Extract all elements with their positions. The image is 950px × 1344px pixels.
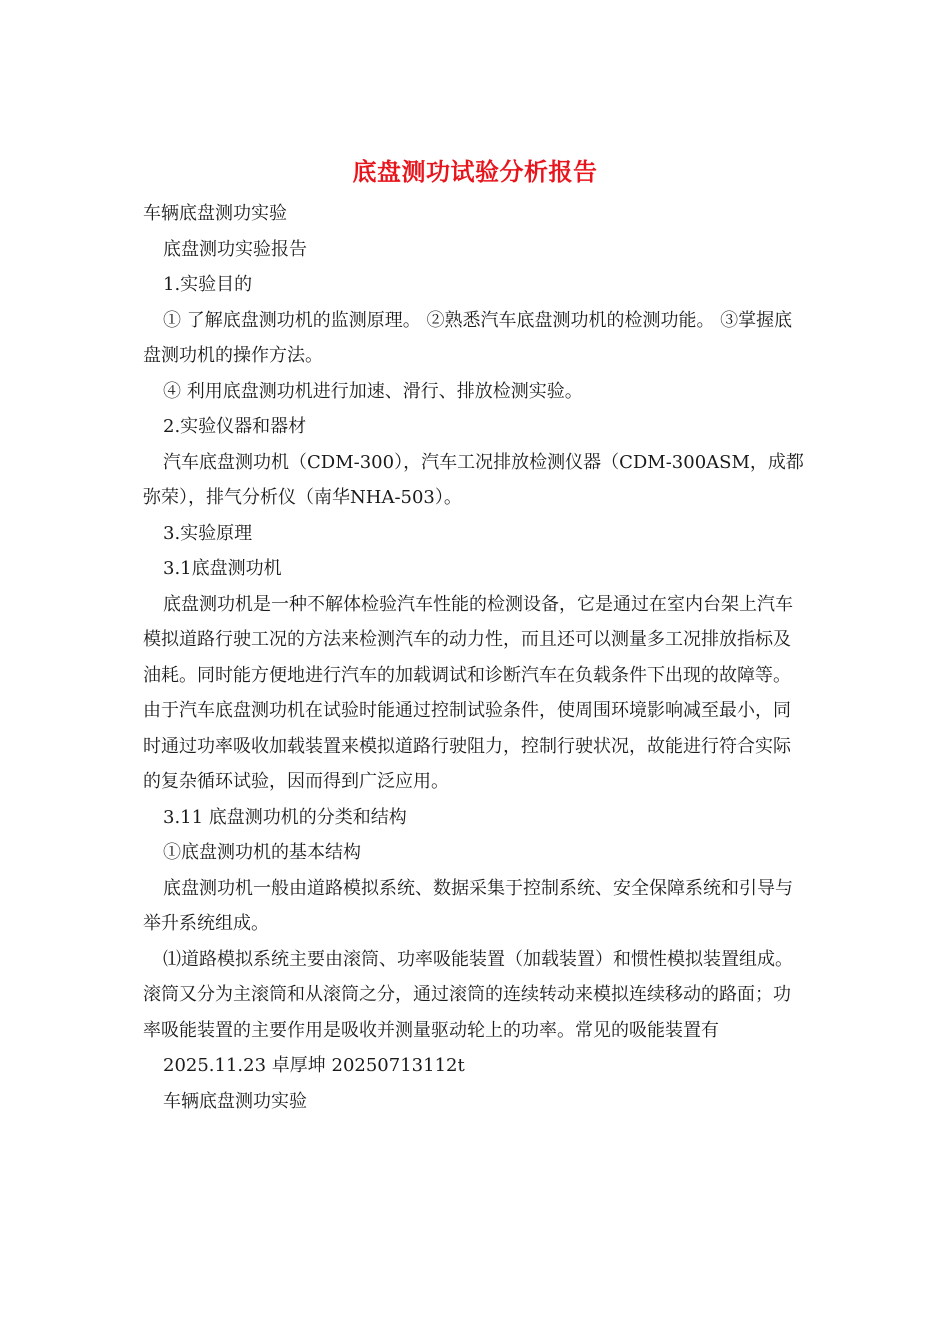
paragraph-subsection-classification: 3.11 底盘测功机的分类和结构 — [163, 806, 407, 828]
paragraph-dynamometer-description: 底盘测功机是一种不解体检验汽车性能的检测设备，它是通过在室内台架上汽车模拟道路行驶工况的方法来检测汽车的动力性，而且还可以测量多工况排放指标及油耗。同时能方便地进行汽车的加载调试和诊断汽车在负载条件下出现的故障等。由于汽车底盘测功机在试验时能通过控制试验条件，使周围环境影响减至最小，同时通过功率吸收加载装置来模拟道路行驶阻力，控制行驶状况，故能进行符合实际的复杂循环试验，因而得到广泛应用。 — [143, 593, 793, 792]
paragraph-road-simulation: ⑴道路模拟系统主要由滚筒、功率吸能装置（加载装置）和惯性模拟装置组成。滚筒又分为主滚筒和从滚筒之分，通过滚筒的连续转动来模拟连续移动的路面；功率吸能装置的主要作用是吸收并测量驱动轮上的功率。常见的吸能装置有 — [143, 948, 793, 1041]
paragraph-subsection-dynamometer: 3.1底盘测功机 — [163, 558, 282, 579]
paragraph-heading-vehicle-test: 车辆底盘测功实验 — [143, 203, 287, 224]
paragraph-footer-heading: 车辆底盘测功实验 — [163, 1090, 307, 1112]
document-title: 底盘测功试验分析报告 — [352, 157, 598, 186]
paragraph-purpose-item-4: ④ 利用底盘测功机进行加速、滑行、排放检测实验。 — [163, 380, 583, 402]
paragraph-purpose-items: ① 了解底盘测功机的监测原理。 ②熟悉汽车底盘测功机的检测功能。 ③掌握底盘测功机的操作方法。 — [143, 309, 793, 366]
document-body — [143, 196, 805, 1119]
paragraph-report-title: 底盘测功实验报告 — [163, 238, 307, 260]
paragraph-equipment-list: 汽车底盘测功机（CDM-300），汽车工况排放检测仪器（CDM-300ASM，成都弥荣），排气分析仪（南华NHA-503）。 — [143, 451, 804, 508]
paragraph-section-equipment: 2.实验仪器和器材 — [163, 416, 307, 437]
paragraph-basic-structure-heading: ①底盘测功机的基本结构 — [163, 842, 361, 863]
paragraph-section-principle: 3.实验原理 — [163, 522, 253, 544]
paragraph-structure-overview: 底盘测功机一般由道路模拟系统、数据采集于控制系统、安全保障系统和引导与举升系统组成。 — [143, 877, 793, 934]
paragraph-section-purpose: 1.实验目的 — [163, 274, 253, 295]
paragraph-date-author: 2025.11.23 卓厚坤 20250713112t — [163, 1055, 465, 1076]
